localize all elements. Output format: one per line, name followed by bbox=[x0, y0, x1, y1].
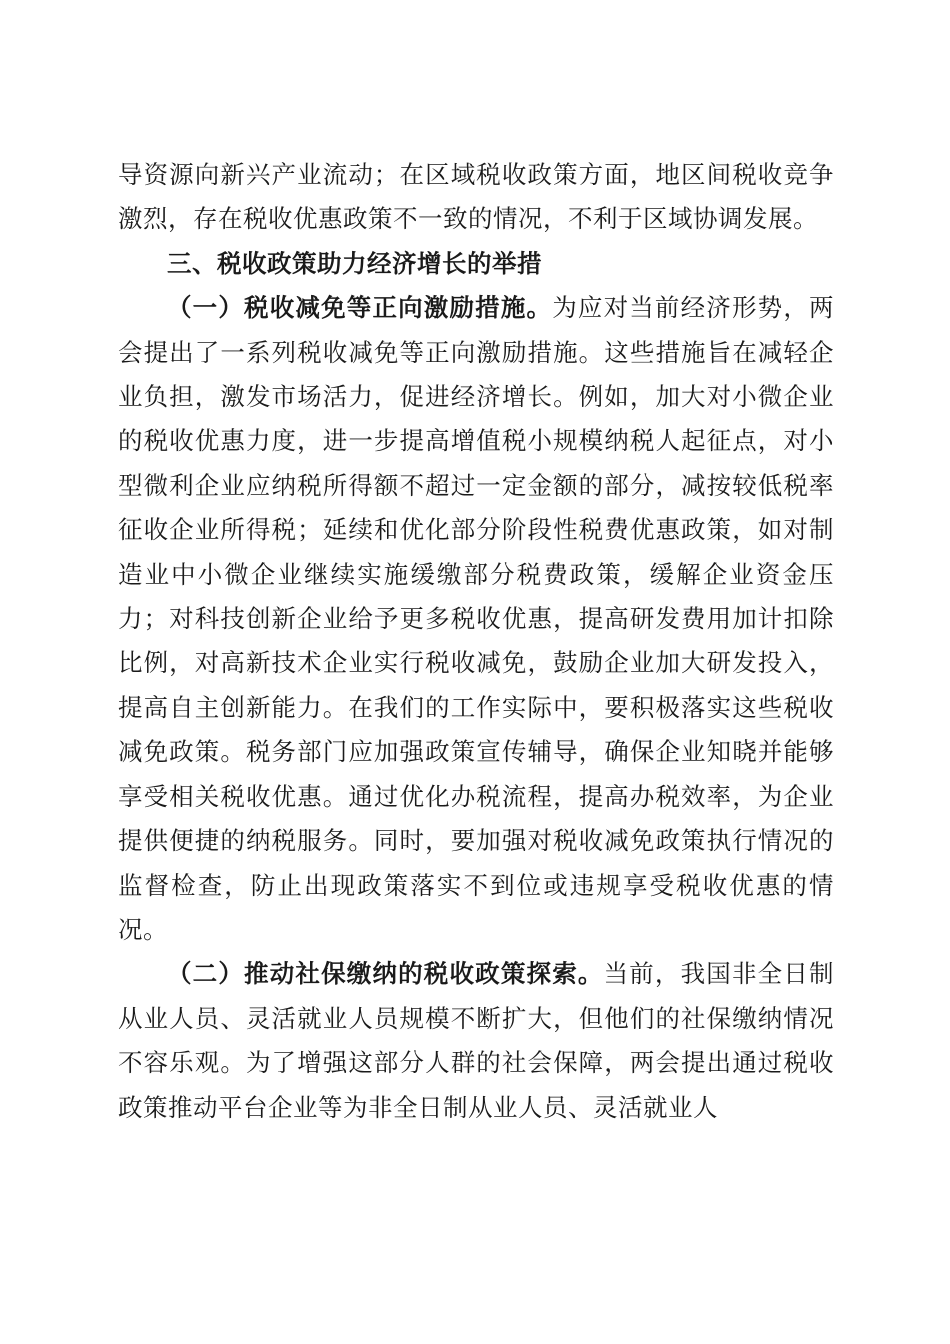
paragraph-social-security bbox=[118, 952, 834, 1130]
paragraph-body-text: 为应对当前经济形势，两会提出了一系列税收减免等正向激励措施。这些措施旨在减轻企业负担，激发市场活力，促进经济增长。例如，加大对小微企业的税收优惠力度，进一步提高增值税小规模纳税人起征点，对小型微利企业应纳税所得额不超过一定金额的部分，减按较低税率征收企业所得税；延续和优化部分阶段性税费优惠政策，如对制造业中小微企业继续实施缓缴部分税费政策，缓解企业资金压力；对科技创新企业给予更多税收优惠，提高研发费用加计扣除比例，对高新技术企业实行税收减免，鼓励企业加大研发投入，提高自主创新能力。在我们的工作实际中，要积极落实这些税收减免政策。税务部门应加强政策宣传辅导，确保企业知晓并能够享受相关税收优惠。通过优化办税流程，提高办税效率，为企业提供便捷的纳税服务。同时，要加强对税收减免政策执行情况的监督检查，防止出现政策落实不到位或违规享受税收优惠的情况。 bbox=[118, 293, 835, 944]
paragraph-lead-heading: （一）税收减免等正向激励措施。 bbox=[167, 293, 553, 323]
paragraph-body-text: 当前，我国非全日制从业人员、灵活就业人员规模不断扩大，但他们的社保缴纳情况不容乐观。为了增强这部分人群的社会保障，两会提出通过税收政策推动平台企业等为非全日制从业人员、灵活就业人 bbox=[118, 959, 835, 1122]
document-body bbox=[118, 153, 834, 1130]
paragraph-continuation: 导资源向新兴产业流动；在区域税收政策方面，地区间税收竞争激烈，存在税收优惠政策不一致的情况，不利于区域协调发展。 bbox=[118, 160, 834, 234]
paragraph-tax-incentives bbox=[118, 286, 834, 952]
paragraph-lead-heading: （二）推动社保缴纳的税收政策探索。 bbox=[167, 959, 604, 989]
section-heading: 三、税收政策助力经济增长的举措 bbox=[167, 248, 542, 278]
